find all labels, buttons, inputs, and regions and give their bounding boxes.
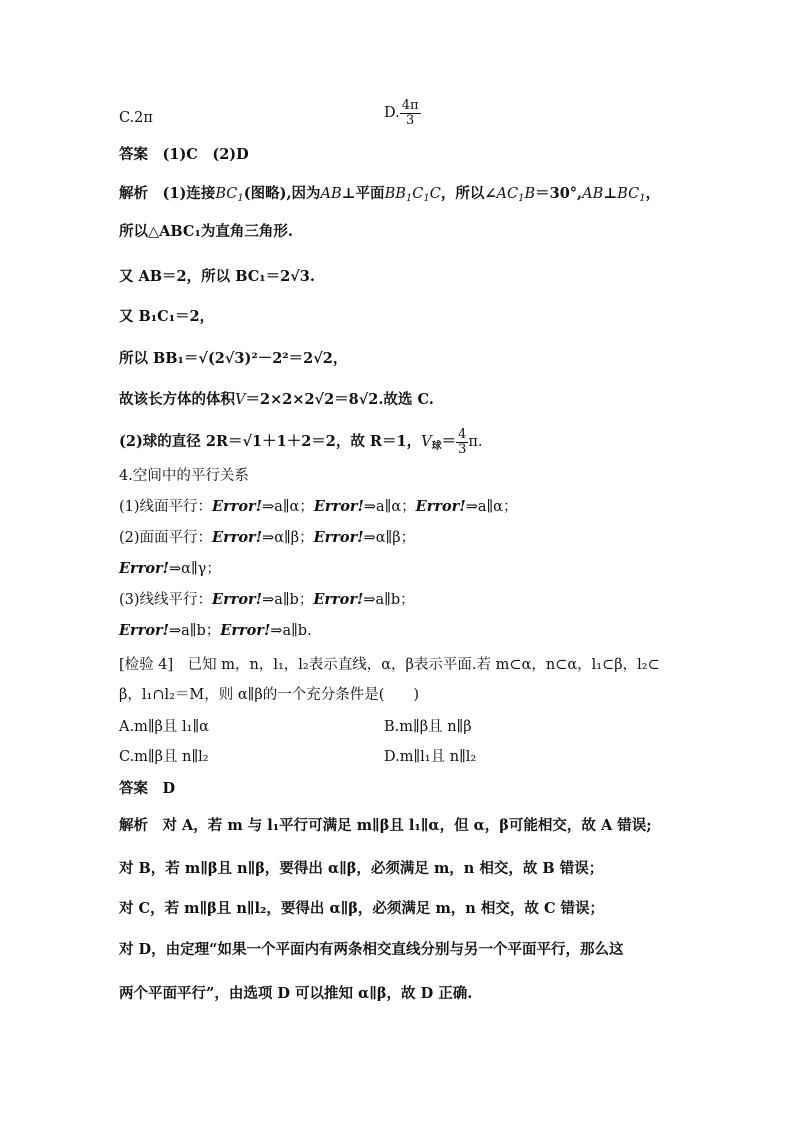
error-field: Error! — [212, 529, 263, 546]
parallel-plane-plane-2 — [119, 559, 221, 579]
parallel-line-line-2 — [119, 621, 312, 641]
option-c-prev: C.2π — [119, 110, 153, 126]
option-d-prev — [384, 99, 421, 127]
explanation-line-1: 解析 对 A，若 m 与 l₁平行可满足 m∥β且 l₁∥α，但 α，β可能相交，故 A 错误; — [119, 817, 652, 834]
error-field: Error! — [212, 591, 263, 608]
volume-sub: 球 — [431, 441, 442, 453]
relation: ⇒a∥b. — [270, 623, 312, 639]
frac-den: 3 — [405, 112, 415, 128]
q4-option-b: B.m∥β且 n∥β — [384, 719, 472, 735]
error-field: Error! — [119, 622, 170, 639]
frac-num: 4π — [401, 98, 419, 113]
volume-symbol: V — [421, 434, 432, 451]
item-label: (2)面面平行： — [119, 530, 213, 546]
q4-option-c: C.m∥β且 n∥l₂ — [119, 749, 209, 765]
explanation-line-5: 两个平面平行”，由选项 D 可以推知 α∥β，故 D 正确. — [119, 985, 473, 1002]
frac-den: 3 — [458, 441, 467, 457]
sol-text: ，所以∠ — [440, 185, 497, 202]
solution-1-line-1: 解析 (1)连接$BC_1$(图略),因为AB⊥平面$BB_1C_1C$，所以$\angle AC_1B=30^\circ,AB\perp BC_1$， — [119, 185, 661, 204]
option-d-label: D. — [384, 105, 400, 122]
explanation-line-2: 对 B，若 m∥β且 n∥β，要得出 α∥β，必须满足 m，n 相交，故 B 错误； — [119, 860, 604, 877]
sol-text: ， — [645, 185, 661, 202]
solution-1-line-2: 所以△ABC₁为直角三角形. — [119, 223, 293, 240]
sol-text: (2)球的直径 2R＝√1＋1＋2＝2，故 R＝1， — [119, 433, 422, 451]
error-field: Error! — [415, 498, 466, 515]
fraction-4-3 — [456, 428, 468, 456]
relation: ⇒a∥b； — [363, 592, 415, 608]
relation: ⇒a∥α； — [262, 499, 314, 515]
question-4-line-1: [检验 4] 已知 m，n，l₁，l₂表示直线，α，β表示平面.若 m⊂α，n⊂α，l₁⊂β，l₂⊂ — [119, 657, 660, 673]
error-field: Error! — [220, 622, 271, 639]
sol-text: ⊥ — [603, 185, 618, 202]
parallel-line-plane — [119, 497, 517, 517]
solution-1-line-5: 所以 BB₁＝√(2√3)²－2²＝2√2， — [119, 350, 348, 367]
q4-option-d: D.m∥l₁且 n∥l₂ — [384, 749, 477, 765]
explanation-line-4: 对 D，由定理“如果一个平面内有两条相交直线分别与另一个平面平行，那么这 — [119, 941, 624, 958]
sol-text: π. — [468, 434, 483, 451]
sol-text: 解析 (1)连接 — [119, 185, 216, 202]
sol-text: ＝30°, — [535, 185, 583, 202]
solution-2 — [119, 428, 482, 457]
relation: ⇒α∥β； — [262, 530, 314, 546]
explanation-line-3: 对 C，若 m∥β且 n∥l₂，要得出 α∥β，必须满足 m，n 相交，故 C 错误； — [119, 900, 605, 917]
parallel-plane-plane — [119, 528, 415, 548]
fraction-4pi-3 — [400, 99, 421, 127]
q4-option-a: A.m∥β且 l₁∥α — [119, 719, 209, 735]
relation: ⇒a∥α； — [465, 499, 518, 515]
sol-text: (图略),因为 — [243, 185, 321, 202]
answer-1: 答案 (1)C (2)D — [119, 146, 249, 163]
solution-1-line-4: 又 B₁C₁＝2， — [119, 308, 215, 325]
error-field: Error! — [119, 560, 170, 577]
sol-text: ⊥平面 — [341, 185, 385, 202]
answer-2: 答案 D — [119, 780, 176, 797]
sol-text: ＝2×2×2√2＝8√2.故选 C. — [245, 391, 434, 408]
error-field: Error! — [313, 529, 364, 546]
solution-1-line-6: 故该长方体的体积V＝2×2×2√2＝8√2.故选 C. — [119, 391, 434, 408]
error-field: Error! — [212, 498, 263, 515]
item-label: (3)线线平行： — [119, 592, 213, 608]
relation: ⇒a∥α； — [363, 499, 416, 515]
relation: ⇒α∥β； — [363, 530, 416, 546]
relation: ⇒α∥γ； — [169, 561, 221, 577]
section-title: 4.空间中的平行关系 — [119, 468, 249, 484]
question-4-line-2: β，l₁∩l₂＝M，则 α∥β的一个充分条件是( ) — [119, 687, 420, 703]
sol-text: ＝ — [441, 433, 457, 451]
error-field: Error! — [313, 591, 364, 608]
error-field: Error! — [313, 498, 364, 515]
parallel-line-line — [119, 590, 415, 610]
relation: ⇒a∥b； — [262, 592, 314, 608]
item-label: (1)线面平行： — [119, 499, 213, 515]
frac-num: 4 — [458, 427, 467, 442]
solution-1-line-3: 又 AB＝2，所以 BC₁＝2√3. — [119, 268, 315, 285]
relation: ⇒a∥b； — [169, 623, 221, 639]
sol-text: 故该长方体的体积 — [119, 391, 235, 408]
